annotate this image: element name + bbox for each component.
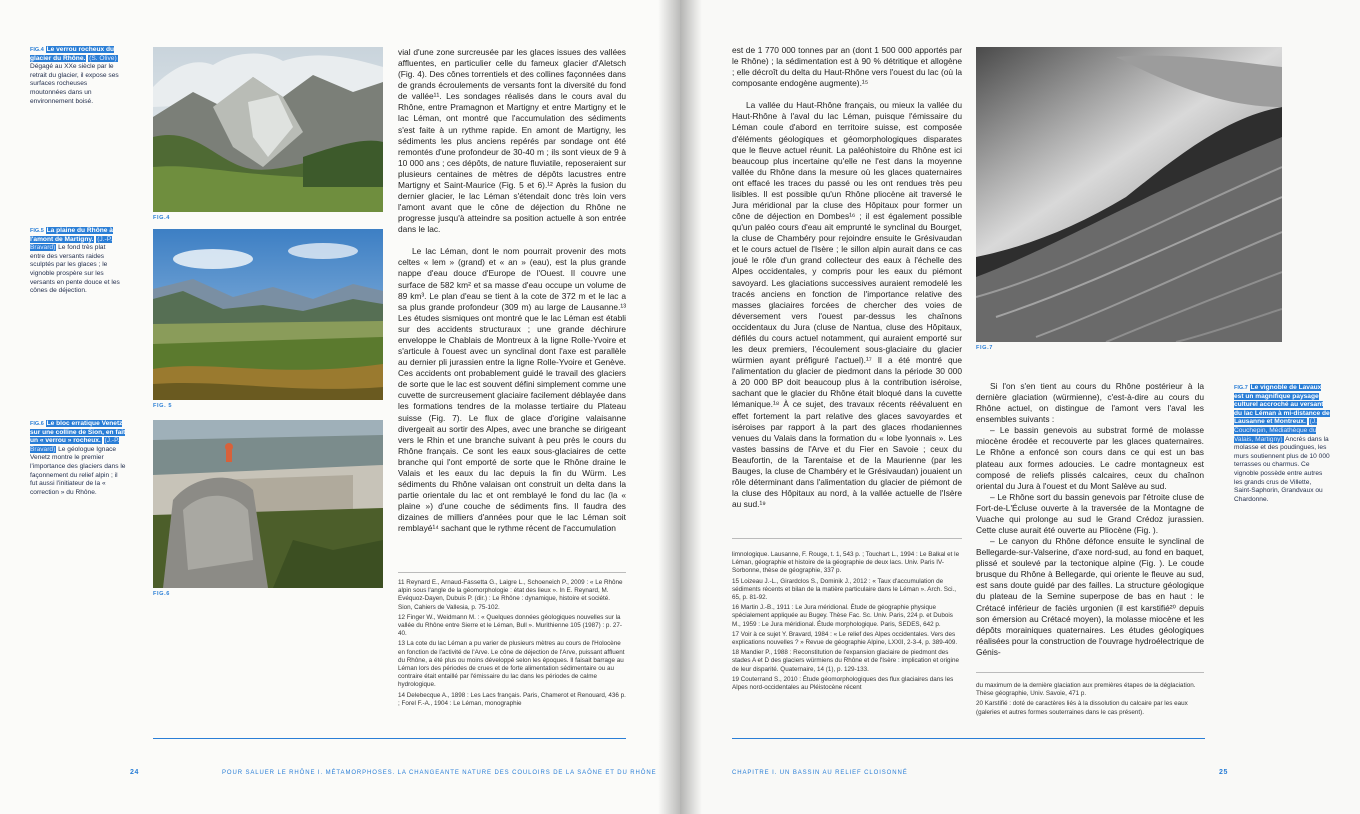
footnote-18: 18 Mandier P., 1988 : Reconstitution de l'expansion glaciaire de piedmont des stades A et D des glaciers würmiens du Rhône et de l'Isère : implication et origine de leur disparité. Quaternaire, 14 (1), p. 129-133. [732, 649, 959, 673]
left-footnote-rule [398, 572, 626, 573]
caption-fig5-title: La plaine du Rhône à l'amont de Martigny. [30, 227, 113, 243]
caption-fig4-title: Le verrou rocheux du glacier du Rhône. [30, 46, 115, 62]
caption-fig6-label: FIG.6 [30, 421, 44, 427]
caption-fig5-credit: (J.-P. Bravard) [30, 235, 113, 252]
right-col2-paragraph-4: – Le canyon du Rhône défonce ensuite le synclinal de Bellegarde-sur-Valserine, d'axe nord-sud, au fond en baquet, plissé et soulevé par la tectonique alpine (Fig. ). Le coude brusque du Rhône à Bellegarde, qui oriente le fleuve au sud, est sans doute guidé par des failles. La structure géologique du plateau de la Semine superpose de bas en haut : le Crétacé inférieur de faciès urgonien (il est karstifié²⁰ depuis son émersion au Crétacé moyen), la molasse miocène et les dépôts morainiques quaternaires. Les études géologiques réalisées pour la construction de l'ouvrage hydroélectrique de Génis- [976, 536, 1204, 657]
right-body-paragraph-1: est de 1 770 000 tonnes par an (dont 1 500 000 apportés par le Rhône) ; la sédimentation est à 90 % détritique et allogène ; elle décroît du delta du Haut-Rhône vers l'ouest du lac (où la composante endogène augmente).¹⁵ [732, 45, 962, 89]
caption-fig7-credit: (J. Couchepin, Médiathèque du Valais, Martigny) [1234, 418, 1317, 443]
left-page-number: 24 [130, 769, 139, 776]
right-body-col1 [732, 45, 962, 510]
right-page [680, 0, 1360, 814]
caption-fig6-credit: (J.-P. Bravard) [30, 437, 120, 453]
footnote-11: 11 Reynard E., Arnaud-Fassetta G., Laigre L., Schoeneich P., 2009 : « Le Rhône alpin sous l'angle de la géomorphologie : état des lieux ». In E. Reynard, M. Evéquoz-Dayen, Dubuis P. (dir.) : Le Rhône : dynamique, histoire et société. Sion, Cahiers de Vallesia, p. 75-102. [398, 579, 623, 611]
left-running-head: POUR SALUER LE RHÔNE I. MÉTAMORPHOSES. LA CHANGEANTE NATURE DES COULOIRS DE LA SAÔNE ET DU RHÔNE [222, 770, 657, 776]
footnote-19-continued: du maximum de la dernière glaciation aux premières étapes de la déglaciation. Thèse géographie, Univ. Savoie, 471 p. [976, 682, 1196, 698]
left-body-text [398, 47, 626, 534]
fig6-photo-erratic-boulder [153, 420, 383, 588]
caption-fig6-text: Le géologue Ignace Venetz montre le premier l'importance des glaciers dans le façonnement du relief alpin ; il fut aussi l'initiateur de la « correction » du Rhône. [30, 445, 126, 496]
fig4-label: FIG.4 [153, 215, 170, 221]
caption-fig7-label: FIG.7 [1234, 385, 1248, 391]
fig7-photo-lavaux-vineyard [976, 47, 1282, 342]
fig4-photo-glacier-valley [153, 47, 383, 212]
fig6-label: FIG.6 [153, 591, 170, 597]
right-footnotes-col1 [732, 551, 962, 694]
left-body-paragraph-1: vial d'une zone surcreusée par les glaces issues des vallées affluentes, en particulier celle du fameux glacier d'Aletsch (Fig. 4). Des cônes torrentiels et des collines façonnées dans de grands écroulements de versants font la diversité du fond de vallée¹¹. Les sondages réalisés dans le cours aval du Rhône, entre Pramagnon et Martigny et entre Martigny et le lac Léman, ont montré que l'accumulation des sédiments s'est faite à un rythme rapide. En amont de Martigny, les sédiments les plus anciens repérés par sondage ont été remontés d'une profondeur de 30-40 m ; ils sont vieux de 9 à 10 000 ans ; ces dépôts, de nature fluviatile, reposeraient sur plusieurs centaines de mètres de dépôts lacustres entre Martigny et Saint-Maurice (Fig. 5 et 6).¹² Après la fusion du dernier glacier, le lac Léman s'étendait donc très loin vers l'amont avant que le cône de déjection du Rhône ne progresse jusqu'à atteindre sa position actuelle à son entrée dans le lac. [398, 47, 626, 235]
right-col2-paragraph-1: Si l'on s'en tient au cours du Rhône postérieur à la dernière glaciation (würmienne), c'est-à-dire au cours du Rhône actuel, on distingue de l'amont vers l'aval les ensembles suivants : [976, 381, 1204, 425]
caption-fig5-text: Le fond très plat entre des versants raides sculptés par les glaces ; le vignoble prospère sur les versants en pente douce et les cônes de déjection. [30, 244, 120, 295]
footnote-19: 19 Couterrand S., 2010 : Étude géomorphologiques des flux glaciaires dans les Alpes nord-occidentales au Pléistocène récent [732, 675, 954, 692]
fig7-label: FIG.7 [976, 345, 993, 351]
right-bottom-rule [732, 738, 1205, 739]
footnote-16: 16 Martin J.-B., 1911 : Le Jura méridional. Étude de géographie physique spécialement appliquée au Bugey. Thèse Fac. Sc. Univ. Paris, 224 p. et Dubois M., 1959 : Le Jura méridional. Étude morphologique. Paris, SEDES, 642 p. [732, 604, 953, 628]
right-col2-paragraph-2: – Le bassin genevois au substrat formé de molasse miocène érodée et recouverte par les glaces quaternaires. Le Rhône a enfoncé son cours dans ce qui est un bas plateau aux formes adoucies. Le cadre montagneux est composé de reliefs plissés calcaires, ceux du chaînon oriental du Jura à l'ouest et du Mont Salève au sud. [976, 425, 1204, 491]
footnote-17: 17 Voir à ce sujet Y. Bravard, 1984 : « Le relief des Alpes occidentales. Vers des explications nouvelles ? » Revue de géographie Alpine, LXXII, 2-3-4, p. 389-409. [732, 630, 958, 647]
footnote-14: 14 Delebecque A., 1898 : Les Lacs français. Paris, Chamerot et Renouard, 436 p. ; Forel F.-A., 1904 : Le Léman, monographie [398, 691, 626, 707]
footnote-13: 13 La cote du lac Léman a pu varier de plusieurs mètres au cours de l'Holocène en fonction de l'activité de l'Arve. Le cône de déjection de l'Arve, puissant affluent du Rhône, a été plus ou moins développé selon les époques. Il faisait barrage au Léman lors des périodes de crues et de forte alimentation sédimentaire ou au contraire était entaillé par l'émissaire du lac dans les périodes de calme hydrologique. [398, 640, 625, 689]
caption-fig4-credit: (S. Olive) [89, 54, 117, 62]
caption-fig7 [1234, 384, 1330, 504]
caption-fig6 [30, 420, 126, 497]
footnote-14-continued: limnologique. Lausanne, F. Rouge, t. 1, 543 p. ; Touchart L., 1994 : Le Balkal et le Léman, géographie et histoire de la géographie de deux lacs. Univ. Paris IV-Sorbonne, thèse de géographie, 337 p. [732, 551, 960, 575]
footnote-12: 12 Finger W., Weidmann M. : « Quelques données géologiques nouvelles sur la vallée du Rhône entre Sierre et le Léman, Bull ». Murithienne 105 (1987) : p. 27-40. [398, 613, 623, 638]
caption-fig7-title: Le vignoble de Lavaux est un magnifique paysage culturel accroché au versant du lac Léman à mi-distance de Lausanne et Montreux. [1234, 384, 1330, 426]
fig5-label: FIG. 5 [153, 403, 173, 409]
right-page-number: 25 [1219, 769, 1228, 776]
right-body-paragraph-2: La vallée du Haut-Rhône français, ou mieux la vallée du Haut-Rhône à l'aval du lac Léman, puisque l'émissaire du Léman coule d'abord en territoire suisse, est composée d'éléments géologiques et géomorphologiques disparates que le fleuve actuel réunit. La paléohistoire du Rhône est ici beaucoup plus incertaine qu'elle ne l'est dans la moyenne vallée du Rhône dans la mesure où les glaces quaternaires ont effacé les traces du passé ou les ont rendues très peu lisibles. Il est possible qu'un Rhône pliocène ait traversé le Jura méridional par la cluse des Hôpitaux pour former un cône de déjection en Dombes¹⁶ ; il est également possible qu'un paléo cours d'eau ait emprunté le synclinal du Bourget, la cluse de Chambéry pour rejoindre ensuite le Grésivaudan et le cours actuel de l'Isère ; le sillon alpin aurait dans ce cas joué le rôle d'un grand collecteur des eaux à l'échelle des Alpes occidentales, y compris pour les eaux du piémont savoyard. Les glaciations successives auraient remodelé les tracés anciens en fonction de l'importance relative des masses glaciaires forcées de chercher des voies de déversement vers l'ouest par-dessus les chaînons occidentaux du Jura (cluse de Nantua, cluse des Hôpitaux, défilés du cours actuel notamment, qui auraient emporté sur les deux premiers, l'écoulement sous-glaciaire du glacier würmien ayant préfiguré l'actuel).¹⁷ Il a été montré que l'alimentation du glacier de piedmont dans la période 30 000 à 20 000 BP doit beaucoup plus à la contribution iséroise, sachant que le glacier du Rhône était bloqué dans la cuvette lémanique.¹⁸ À ce sujet, des travaux récents réévaluent en effet fortement la part relative des glaces savoyardes et iséroises par rapport à la part des glaces rhodaniennes venues du Valais dans la formation du « lobe lyonnais ». Les vastes bassins de l'Arve et du Fier en Savoie ; ceux du Beaufortin, de la Tarentaise et de la Maurienne (par les Bauges, la cluse de Chambéry et le Grésivaudan) jouaient un rôle déterminant dans l'alimentation du glacier de piémont de la cluse des Hôpitaux au nord, à la vallée actuelle de l'Isère au sud.¹⁹ [732, 100, 962, 510]
right-col2-paragraph-3: – Le Rhône sort du bassin genevois par l'étroite cluse de Fort-de-L'Écluse ouverte à la traversée de la Montagne de Vuache qui prolonge au sud le Grand Crédoz jurassien. Cette cluse aurait été ouverte au Pliocène (Fig. ). [976, 491, 1204, 536]
right-footnote-rule-1 [732, 538, 962, 539]
left-body-paragraph-2: Le lac Léman, dont le nom pourrait provenir des mots celtes « lem » (grand) et « an » (eau), est la plus grande nappe d'eau douce d'Europe de l'Ouest. Il couvre une surface de 582 km² et sa masse d'eau occupe un volume de 89 km³. Le plan d'eau se tient à la cote de 372 m et le lac a sa plus grande profondeur (309 m) au large de Lausanne.¹³ Les études sismiques ont montré que le lac Léman est établi sur des accidents structuraux ; une grande déchirure enveloppe le Chablais de Montreux à la ligne Rolle-Yvoire et s'articule à l'ouest avec un synclinal dont l'axe est parallèle au dernier pli jurassien entre la ligne Rolle-Yvoire et Genève. Ces accidents ont probablement guidé le travail des glaciers de sorte que le lac est souvent défini simplement comme une cuvette de surcreusement glaciaire facilement déblayée dans les formations tendres de la molasse tertiaire du Plateau suisse (Fig. 7). Le flux de glace d'origine valaisanne divergeait au sortir des Alpes, avec une branche se dirigeant vers le Rhin et une branche suivant à peu près le cours du Rhône français. Ce sont les eaux sous-glaciaires de cette branche qui l'ont emporté de sorte que le Rhône draine le Valais et les eaux du lac depuis la fin du Würm. Les sédiments du Rhône valaisan ont construit un delta dans la partie orientale du lac et ont remblayé le fond du lac (la « plaine ») d'une couche de sédiments fins. Il faudra des dizaines de milliers d'années pour que le lac Léman soit remblayé¹⁴ sachant que le rythme récent de l'accumulation [398, 246, 626, 534]
caption-fig5-label: FIG.5 [30, 228, 44, 234]
caption-fig5 [30, 227, 120, 296]
caption-fig7-text: Ancrés dans la molasse et des poudingues, les murs soutiennent plus de 10 000 terrasses ou charmus. Ce vignoble possède entre autres les grands crus de Villette, Saint-Saphorin, Grandvaux ou Chardonne. [1234, 435, 1330, 503]
right-running-head: CHAPITRE I. UN BASSIN AU RELIEF CLOISONNÉ [732, 770, 908, 776]
footnote-20: 20 Karstifié : doté de caractères liés à la dissolution du calcaire par les eaux (galeries et autres formes souterraines dans le cas présent). [976, 700, 1188, 716]
caption-fig4-label: FIG.4 [30, 47, 44, 53]
caption-fig6-title: Le bloc erratique Venetz sur une colline de Sion, en fait un « verrou » rocheux. [30, 420, 126, 445]
right-body-col2 [976, 381, 1204, 658]
right-footnote-rule-2 [976, 672, 1204, 673]
left-gutter-shadow [658, 0, 680, 814]
fig5-photo-rhone-plain [153, 229, 383, 400]
caption-fig4-text: Dégagé au XXe siècle par le retrait du glacier, il expose ses surfaces rocheuses moutonnées dans un environnement boisé. [30, 63, 119, 105]
right-footnotes-col2 [976, 682, 1204, 719]
footnote-15: 15 Loizeau J.-L., Girardclos S., Dominik J., 2012 : « Taux d'accumulation de sédiments récents et bilan de la matière particulaire dans le Léman ». Arch. Sci., 65, p. 81-92. [732, 577, 957, 602]
left-bottom-rule [153, 738, 626, 739]
left-footnotes [398, 579, 626, 710]
caption-fig4 [30, 46, 120, 106]
right-gutter-shadow [680, 0, 702, 814]
